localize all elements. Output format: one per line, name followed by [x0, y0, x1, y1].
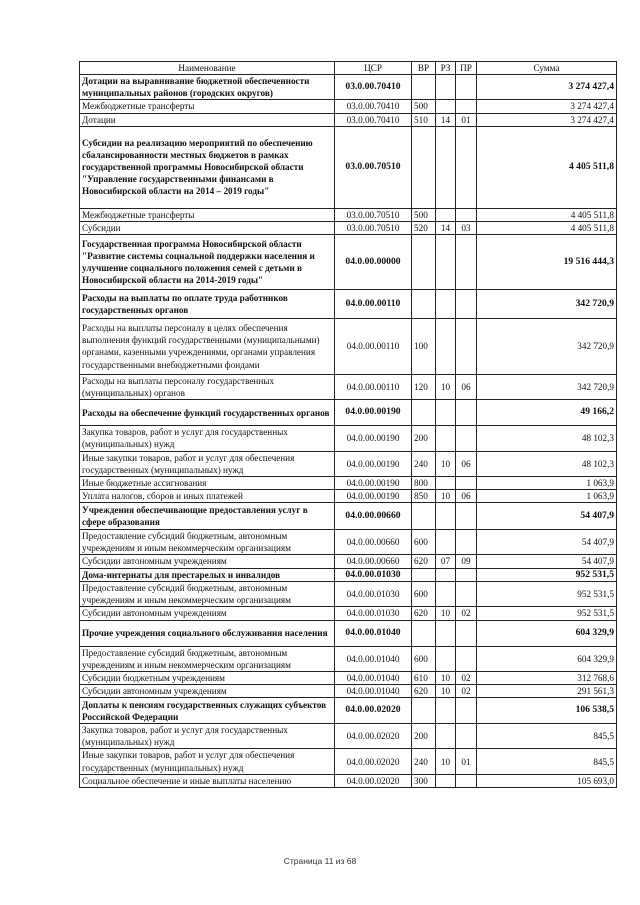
header-rz: РЗ: [436, 62, 456, 75]
cell-sum: 49 166,2: [477, 400, 617, 426]
cell-vr: [412, 75, 436, 100]
table-body: [80, 75, 617, 788]
cell-sum: 105 693,0: [477, 774, 617, 787]
page-number: Страница 11 из 68: [283, 856, 357, 866]
table-row: [80, 568, 617, 582]
cell-sum: 952 531,5: [477, 568, 617, 582]
cell-sum: 342 720,9: [477, 374, 617, 399]
cell-vr: [412, 568, 436, 582]
cell-name: Иные закупки товаров, работ и услуг для обеспечения государственных (муниципальных) нужд: [80, 749, 335, 774]
cell-sum: 604 329,9: [477, 646, 617, 671]
table-row: [80, 374, 617, 399]
cell-rz: [436, 724, 456, 749]
table-row: [80, 113, 617, 126]
cell-pr: 02: [456, 607, 477, 620]
cell-pr: [456, 582, 477, 607]
cell-sum: 54 407,9: [477, 555, 617, 568]
cell-sum: 4 405 511,8: [477, 221, 617, 234]
cell-vr: 500: [412, 208, 436, 221]
cell-rz: [436, 568, 456, 582]
table-header-row: [80, 62, 617, 75]
cell-sum: 604 329,9: [477, 620, 617, 646]
cell-pr: [456, 400, 477, 426]
cell-pr: 09: [456, 555, 477, 568]
cell-name: Иные бюджетные ассигнования: [80, 476, 335, 489]
cell-sum: 48 102,3: [477, 426, 617, 451]
table-row: [80, 698, 617, 724]
cell-pr: [456, 724, 477, 749]
cell-csr: 04.0.00.01040: [335, 671, 412, 684]
cell-name: Субсидии: [80, 221, 335, 234]
cell-pr: [456, 289, 477, 318]
cell-csr: 04.0.00.00660: [335, 503, 412, 530]
cell-vr: [412, 400, 436, 426]
cell-csr: 04.0.00.00190: [335, 400, 412, 426]
table-row: [80, 289, 617, 318]
cell-csr: 04.0.00.00190: [335, 476, 412, 489]
cell-pr: 06: [456, 451, 477, 476]
cell-rz: 07: [436, 555, 456, 568]
cell-name: Прочие учреждения социального обслуживания населения: [80, 620, 335, 646]
cell-vr: 620: [412, 555, 436, 568]
cell-vr: 850: [412, 489, 436, 502]
cell-rz: [436, 620, 456, 646]
cell-sum: 54 407,9: [477, 530, 617, 555]
cell-rz: [436, 318, 456, 374]
cell-pr: 06: [456, 374, 477, 399]
cell-csr: 04.0.00.00660: [335, 555, 412, 568]
cell-vr: 300: [412, 774, 436, 787]
cell-rz: [436, 100, 456, 113]
cell-rz: [436, 289, 456, 318]
cell-name: Социальное обеспечение и иные выплаты населению: [80, 774, 335, 787]
cell-csr: 03.0.00.70410: [335, 113, 412, 126]
cell-pr: [456, 530, 477, 555]
cell-sum: 845,5: [477, 749, 617, 774]
cell-name: Межбюджетные трансферты: [80, 100, 335, 113]
cell-rz: [436, 476, 456, 489]
cell-sum: 1 063,9: [477, 476, 617, 489]
table-row: [80, 620, 617, 646]
cell-sum: 3 274 427,4: [477, 113, 617, 126]
cell-sum: 291 561,3: [477, 685, 617, 698]
cell-vr: 620: [412, 607, 436, 620]
table-row: [80, 489, 617, 502]
cell-sum: 19 516 444,3: [477, 234, 617, 289]
cell-csr: 04.0.00.00190: [335, 451, 412, 476]
cell-vr: [412, 698, 436, 724]
cell-name: Субсидии автономным учреждениям: [80, 685, 335, 698]
header-vr: ВР: [412, 62, 436, 75]
cell-csr: 04.0.00.01040: [335, 620, 412, 646]
cell-name: Расходы на обеспечение функций государственных органов: [80, 400, 335, 426]
cell-csr: 04.0.00.01040: [335, 646, 412, 671]
cell-rz: 10: [436, 451, 456, 476]
cell-vr: 520: [412, 221, 436, 234]
table-row: [80, 75, 617, 100]
table-row: [80, 671, 617, 684]
cell-csr: 04.0.00.02020: [335, 774, 412, 787]
table-row: [80, 724, 617, 749]
cell-pr: [456, 698, 477, 724]
cell-vr: 200: [412, 426, 436, 451]
cell-sum: 342 720,9: [477, 318, 617, 374]
cell-name: Закупка товаров, работ и услуг для государственных (муниципальных) нужд: [80, 724, 335, 749]
cell-rz: 10: [436, 685, 456, 698]
table-row: [80, 555, 617, 568]
cell-csr: 04.0.00.01030: [335, 582, 412, 607]
cell-vr: 800: [412, 476, 436, 489]
cell-sum: 952 531,5: [477, 607, 617, 620]
cell-sum: 952 531,5: [477, 582, 617, 607]
cell-sum: 845,5: [477, 724, 617, 749]
cell-pr: 02: [456, 671, 477, 684]
cell-rz: 10: [436, 374, 456, 399]
cell-sum: 54 407,9: [477, 503, 617, 530]
cell-name: Доплаты к пенсиям государственных служащих субъектов Российской Федерации: [80, 698, 335, 724]
cell-vr: 610: [412, 671, 436, 684]
cell-rz: [436, 698, 456, 724]
cell-pr: [456, 568, 477, 582]
cell-sum: 1 063,9: [477, 489, 617, 502]
cell-name: Расходы на выплаты персоналу государственных (муниципальных) органов: [80, 374, 335, 399]
cell-name: Дотации: [80, 113, 335, 126]
cell-vr: 600: [412, 530, 436, 555]
cell-pr: [456, 620, 477, 646]
cell-rz: 14: [436, 113, 456, 126]
cell-csr: 04.0.00.00000: [335, 234, 412, 289]
cell-csr: 04.0.00.01040: [335, 685, 412, 698]
header-name: Наименование: [80, 62, 335, 75]
cell-rz: 10: [436, 671, 456, 684]
cell-name: Предоставление субсидий бюджетным, автономным учреждениям и иным некоммерческим организациям: [80, 646, 335, 671]
cell-vr: 510: [412, 113, 436, 126]
cell-name: Дотации на выравнивание бюджетной обеспеченности муниципальных районов (городских округов): [80, 75, 335, 100]
cell-rz: [436, 400, 456, 426]
cell-name: Расходы на выплаты персоналу в целях обеспечения выполнения функций государственными (муниципальными) органами, казенными учреждениями, органами управления государственными внебюджетными фондами: [80, 318, 335, 374]
cell-rz: [436, 774, 456, 787]
cell-csr: 04.0.00.01030: [335, 607, 412, 620]
cell-sum: 312 768,6: [477, 671, 617, 684]
cell-pr: [456, 318, 477, 374]
cell-vr: 100: [412, 318, 436, 374]
cell-name: Субсидии бюджетным учреждениям: [80, 671, 335, 684]
cell-name: Субсидии автономным учреждениям: [80, 555, 335, 568]
table-row: [80, 685, 617, 698]
cell-pr: [456, 75, 477, 100]
cell-pr: 06: [456, 489, 477, 502]
cell-name: Закупка товаров, работ и услуг для государственных (муниципальных) нужд: [80, 426, 335, 451]
cell-csr: 03.0.00.70410: [335, 75, 412, 100]
cell-csr: 04.0.00.00110: [335, 374, 412, 399]
cell-name: Расходы на выплаты по оплате труда работников государственных органов: [80, 289, 335, 318]
cell-sum: 48 102,3: [477, 451, 617, 476]
header-pr: ПР: [456, 62, 477, 75]
cell-name: Дома-интернаты для престарелых и инвалидов: [80, 568, 335, 582]
cell-name: Предоставление субсидий бюджетным, автономным учреждениям и иным некоммерческим организациям: [80, 530, 335, 555]
cell-pr: 01: [456, 113, 477, 126]
cell-csr: 03.0.00.70410: [335, 100, 412, 113]
table-row: [80, 400, 617, 426]
cell-rz: [436, 426, 456, 451]
cell-sum: 106 538,5: [477, 698, 617, 724]
cell-rz: [436, 646, 456, 671]
cell-rz: 10: [436, 749, 456, 774]
cell-rz: [436, 503, 456, 530]
table-row: [80, 126, 617, 208]
cell-vr: [412, 234, 436, 289]
cell-pr: [456, 426, 477, 451]
cell-pr: 03: [456, 221, 477, 234]
cell-csr: 04.0.00.02020: [335, 698, 412, 724]
cell-pr: [456, 646, 477, 671]
table-row: [80, 451, 617, 476]
table-row: [80, 476, 617, 489]
cell-vr: [412, 620, 436, 646]
cell-csr: 04.0.00.02020: [335, 749, 412, 774]
cell-name: Субсидии на реализацию мероприятий по обеспечению сбалансированности местных бюджетов в рамках государственной программы Новосибирской области "Управление государственными финансами в Новосибирской области на 2014 – 2019 годы": [80, 126, 335, 208]
cell-csr: 04.0.00.00110: [335, 289, 412, 318]
table-row: [80, 318, 617, 374]
cell-pr: [456, 208, 477, 221]
cell-csr: 03.0.00.70510: [335, 126, 412, 208]
table-row: [80, 426, 617, 451]
cell-name: Уплата налогов, сборов и иных платежей: [80, 489, 335, 502]
cell-sum: 3 274 427,4: [477, 100, 617, 113]
cell-pr: [456, 476, 477, 489]
cell-vr: 240: [412, 451, 436, 476]
cell-vr: 500: [412, 100, 436, 113]
cell-csr: 04.0.00.00190: [335, 426, 412, 451]
cell-csr: 04.0.00.02020: [335, 724, 412, 749]
cell-name: Иные закупки товаров, работ и услуг для обеспечения государственных (муниципальных) нужд: [80, 451, 335, 476]
cell-name: Государственная программа Новосибирской области "Развитие системы социальной поддержки населения и улучшение социального положения семей с детьми в Новосибирской области на 2014-2019 годы": [80, 234, 335, 289]
cell-vr: [412, 289, 436, 318]
cell-pr: 01: [456, 749, 477, 774]
cell-pr: 02: [456, 685, 477, 698]
cell-vr: [412, 503, 436, 530]
cell-pr: [456, 126, 477, 208]
table-row: [80, 221, 617, 234]
table-row: [80, 582, 617, 607]
cell-rz: 10: [436, 489, 456, 502]
header-csr: ЦСР: [335, 62, 412, 75]
cell-name: Межбюджетные трансферты: [80, 208, 335, 221]
cell-vr: 600: [412, 646, 436, 671]
cell-vr: [412, 126, 436, 208]
cell-csr: 04.0.00.00190: [335, 489, 412, 502]
cell-pr: [456, 100, 477, 113]
cell-vr: 200: [412, 724, 436, 749]
cell-pr: [456, 234, 477, 289]
cell-csr: 04.0.00.00660: [335, 530, 412, 555]
cell-rz: [436, 582, 456, 607]
table-row: [80, 100, 617, 113]
cell-csr: 03.0.00.70510: [335, 221, 412, 234]
cell-sum: 3 274 427,4: [477, 75, 617, 100]
cell-name: Субсидии автономным учреждениям: [80, 607, 335, 620]
cell-vr: 240: [412, 749, 436, 774]
table-row: [80, 530, 617, 555]
cell-rz: [436, 234, 456, 289]
table-row: [80, 646, 617, 671]
table-row: [80, 503, 617, 530]
cell-sum: 342 720,9: [477, 289, 617, 318]
cell-sum: 4 405 511,8: [477, 208, 617, 221]
cell-rz: 14: [436, 221, 456, 234]
cell-vr: 120: [412, 374, 436, 399]
table-row: [80, 607, 617, 620]
cell-vr: 620: [412, 685, 436, 698]
cell-rz: [436, 75, 456, 100]
cell-csr: 03.0.00.70510: [335, 208, 412, 221]
cell-csr: 04.0.00.00110: [335, 318, 412, 374]
cell-name: Предоставление субсидий бюджетным, автономным учреждениям и иным некоммерческим организациям: [80, 582, 335, 607]
cell-csr: 04.0.00.01030: [335, 568, 412, 582]
table-row: [80, 774, 617, 787]
budget-table: [79, 61, 617, 788]
cell-pr: [456, 774, 477, 787]
cell-rz: [436, 530, 456, 555]
cell-rz: [436, 126, 456, 208]
table-row: [80, 749, 617, 774]
cell-name: Учреждения обеспечивающие предоставления услуг в сфере образования: [80, 503, 335, 530]
cell-vr: 600: [412, 582, 436, 607]
cell-pr: [456, 503, 477, 530]
cell-rz: [436, 208, 456, 221]
table-row: [80, 234, 617, 289]
cell-sum: 4 405 511,8: [477, 126, 617, 208]
header-sum: Сумма: [477, 62, 617, 75]
table-row: [80, 208, 617, 221]
cell-rz: 10: [436, 607, 456, 620]
